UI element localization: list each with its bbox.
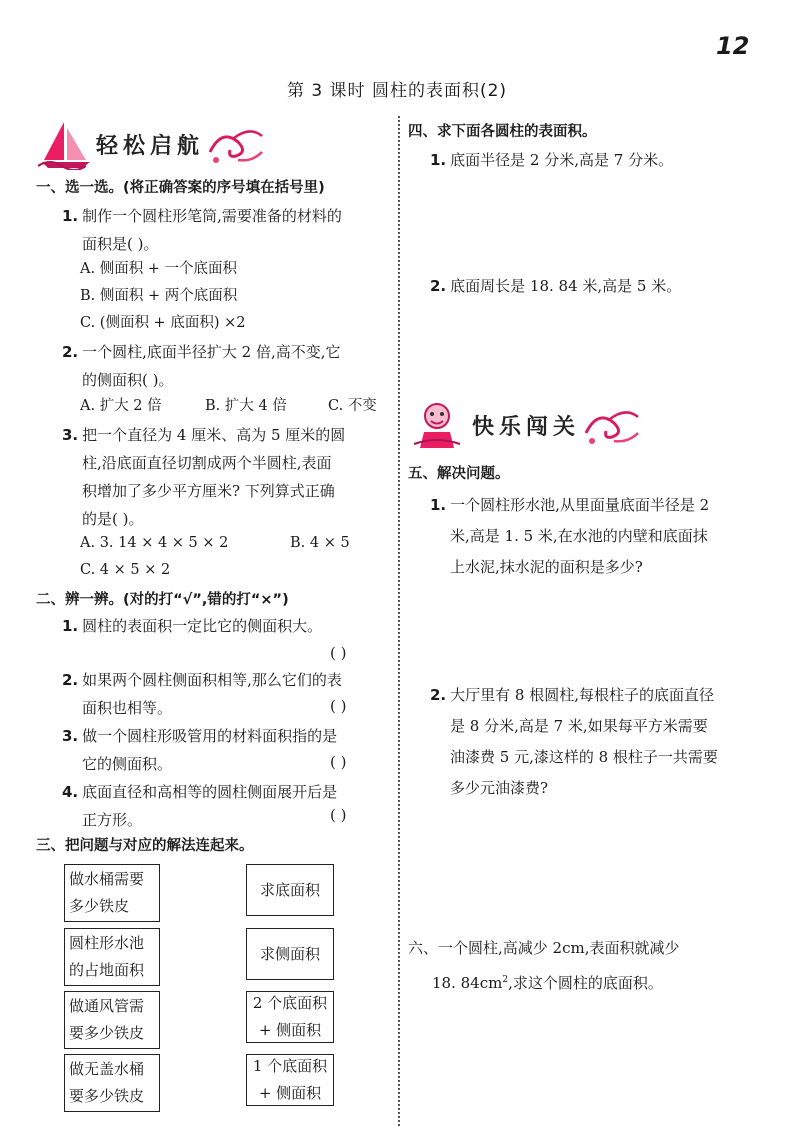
s1-q1-line1: 制作一个圆柱形笔筒,需要准备的材料的	[82, 207, 342, 225]
match-left-1-line2: 多少铁皮	[69, 897, 130, 915]
column-divider	[398, 116, 400, 1126]
s6-line1: 六、一个圆柱,高减少 2cm,表面积就减少	[408, 939, 680, 957]
s2-q4-line2: 正方形。	[82, 811, 143, 829]
lesson-title: 第 3 课时 圆柱的表面积(2)	[286, 81, 508, 101]
swirl-ornament-icon	[204, 122, 266, 166]
section-5-heading: 五、解决问题。	[408, 466, 510, 482]
s1-question-2	[62, 338, 392, 394]
swirl-ornament-icon	[580, 403, 642, 447]
banner-happy-challenge	[410, 398, 642, 452]
match-right-2-line1: 求侧面积	[259, 944, 320, 963]
s1-q3-line4: 的是( )。	[82, 510, 144, 528]
s1-q2-option-a: A. 扩大 2 倍	[80, 398, 162, 414]
match-left-box-1[interactable]	[64, 864, 160, 922]
s1-q1-option-b: B. 侧面积 + 两个底面积	[80, 288, 238, 304]
s5-q2-line3: 油漆费 5 元,漆这样的 8 根柱子一共需要	[450, 748, 718, 766]
s5-question-1	[430, 490, 770, 583]
s2-q2-answer-blank[interactable]: ( )	[330, 697, 347, 715]
s1-q1-line2: 面积是( )。	[82, 235, 159, 253]
s4-question-1	[430, 146, 673, 174]
s2-q3-line2: 它的侧面积。	[82, 755, 173, 773]
s1-q1-number: 1.	[62, 207, 79, 225]
s1-question-3	[62, 421, 392, 533]
s2-q3-number: 3.	[62, 727, 79, 745]
match-left-3-line1: 做通风管需	[69, 997, 145, 1015]
s4-q2-number: 2.	[430, 277, 447, 295]
s1-q2-number: 2.	[62, 343, 79, 361]
match-left-2-line1: 圆柱形水池	[69, 934, 145, 952]
s6-superscript: 2	[502, 975, 509, 985]
s1-q1-option-a: A. 侧面积 + 一个底面积	[80, 261, 238, 277]
match-right-1-line1: 求底面积	[259, 880, 320, 899]
s4-question-2	[430, 272, 681, 300]
s5-q2-line4: 多少元油漆费?	[450, 779, 549, 797]
s5-q1-line2: 米,高是 1. 5 米,在水池的内壁和底面抹	[450, 527, 708, 545]
section-4-heading: 四、求下面各圆柱的表面积。	[408, 124, 597, 140]
match-left-box-2[interactable]	[64, 928, 160, 986]
s2-q3-answer-blank[interactable]: ( )	[330, 753, 347, 771]
match-left-box-3[interactable]	[64, 991, 160, 1049]
match-right-box-2[interactable]	[246, 928, 334, 980]
s2-q2-line1: 如果两个圆柱侧面积相等,那么它们的表	[82, 671, 342, 689]
s5-q2-line1: 大厅里有 8 根圆柱,每根柱子的底面直径	[450, 686, 714, 704]
s5-q1-line3: 上水泥,抹水泥的面积是多少?	[450, 558, 643, 576]
s1-q3-option-a: A. 3. 14 × 4 × 5 × 2	[80, 535, 229, 551]
banner-easy-start-label: 轻松启航	[96, 133, 205, 159]
s6-line2-value: 18. 84cm	[432, 974, 503, 992]
s1-question-1	[62, 202, 392, 258]
s2-q4-line1: 底面直径和高相等的圆柱侧面展开后是	[82, 783, 338, 801]
match-left-2-line2: 的占地面积	[69, 961, 145, 979]
s2-statement-1	[62, 612, 392, 640]
s5-q2-line2: 是 8 分米,高是 7 米,如果每平方米需要	[450, 717, 708, 735]
match-right-4-line1: 1 个底面积	[252, 1057, 328, 1075]
s4-q1-number: 1.	[430, 151, 447, 169]
s1-q1-option-c: C. (侧面积 + 底面积) ×2	[80, 315, 246, 331]
s2-q4-answer-blank[interactable]: ( )	[330, 806, 347, 824]
sailboat-icon	[36, 118, 96, 170]
s5-q2-number: 2.	[430, 686, 447, 704]
s5-question-2	[430, 680, 770, 804]
match-right-box-4[interactable]	[246, 1054, 334, 1106]
s1-q3-line3: 积增加了多少平方厘米? 下列算式正确	[82, 482, 335, 500]
match-right-box-3[interactable]	[246, 991, 334, 1043]
section-6-question	[408, 932, 778, 999]
s2-q2-number: 2.	[62, 671, 79, 689]
s5-q1-number: 1.	[430, 496, 447, 514]
s2-q1-line1: 圆柱的表面积一定比它的侧面积大。	[82, 617, 323, 635]
s1-q2-line1: 一个圆柱,底面半径扩大 2 倍,高不变,它	[82, 343, 341, 361]
s2-q3-line1: 做一个圆柱形吸管用的材料面积指的是	[82, 727, 338, 745]
s5-q1-line1: 一个圆柱形水池,从里面量底面半径是 2	[450, 496, 710, 514]
match-left-4-line2: 要多少铁皮	[69, 1087, 145, 1105]
section-2-heading: 二、辨一辨。(对的打“√”,错的打“×”)	[36, 592, 289, 608]
s1-q2-option-c: C. 不变	[328, 398, 377, 414]
s1-q3-number: 3.	[62, 426, 79, 444]
s1-q2-option-b: B. 扩大 4 倍	[205, 398, 287, 414]
s1-q3-option-c: C. 4 × 5 × 2	[80, 562, 171, 578]
s6-line2-rest: ,求这个圆柱的底面积。	[508, 974, 663, 992]
section-3-heading: 三、把问题与对应的解法连起来。	[36, 838, 254, 854]
s2-q2-line2: 面积也相等。	[82, 699, 173, 717]
s1-q3-line2: 柱,沿底面直径切割成两个半圆柱,表面	[82, 454, 332, 472]
match-right-box-1[interactable]	[246, 864, 334, 916]
s4-q2-line1: 底面周长是 18. 84 米,高是 5 米。	[450, 277, 682, 295]
s1-q3-option-b: B. 4 × 5	[290, 535, 350, 551]
section-1-heading: 一、选一选。(将正确答案的序号填在括号里)	[36, 180, 325, 196]
page-number: 12	[716, 32, 750, 60]
s2-q4-number: 4.	[62, 783, 79, 801]
match-left-1-line1: 做水桶需要	[69, 870, 145, 888]
match-right-3-line1: 2 个底面积	[252, 994, 328, 1012]
s1-q2-line2: 的侧面积( )。	[82, 371, 174, 389]
banner-easy-start	[36, 118, 266, 170]
s2-q1-answer-blank[interactable]: ( )	[330, 644, 347, 662]
banner-happy-challenge-label: 快乐闯关	[472, 414, 581, 440]
s1-q3-line1: 把一个直径为 4 厘米、高为 5 厘米的圆	[82, 426, 346, 444]
s4-q1-line1: 底面半径是 2 分米,高是 7 分米。	[450, 151, 674, 169]
s2-q1-number: 1.	[62, 617, 79, 635]
match-left-4-line1: 做无盖水桶	[69, 1060, 145, 1078]
match-right-4-line2: + 侧面积	[258, 1084, 322, 1102]
match-right-3-line2: + 侧面积	[258, 1021, 322, 1039]
cartoon-kid-icon	[410, 398, 464, 452]
match-left-3-line2: 要多少铁皮	[69, 1024, 145, 1042]
match-left-box-4[interactable]	[64, 1054, 160, 1112]
